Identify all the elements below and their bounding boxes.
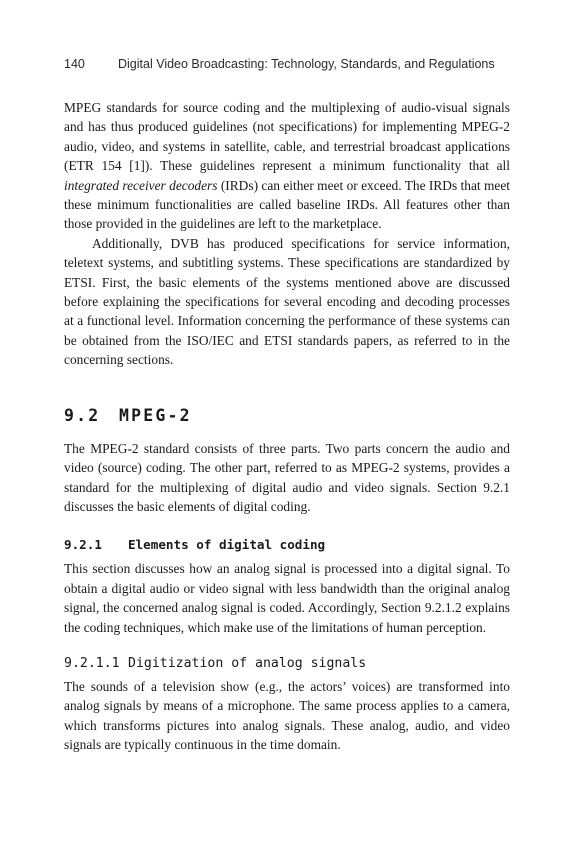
section-heading-9-2 xyxy=(64,406,510,426)
section-title: Digitization of analog signals xyxy=(128,655,367,671)
running-header xyxy=(64,57,514,71)
paragraph-digitization: The sounds of a television show (e.g., the actors’ voices) are transformed into analog signals by means of a microphone. The same process applies to a camera, which transforms pictures into analog signals. These analog, audio, and video signals are typically continuous in the time domain. xyxy=(64,678,510,753)
emphasis-term: integrated receiver decoders xyxy=(64,177,218,193)
section-title: Elements of digital coding xyxy=(128,537,326,553)
section-heading-9-2-1-1 xyxy=(64,655,510,672)
paragraph-dvb-specifications: Additionally, DVB has produced specifications for service information, teletext systems, and subtitling systems. These specifications are standardized by ETSI. First, the basic elements of the systems mentioned above are discussed before explaining the specifications for several encoding and decoding processes at a functional level. Information concerning the performance of these systems can be obtained from the ISO/IEC and ETSI standards papers, as referred to in the concerning sections. xyxy=(64,235,510,368)
page-body xyxy=(64,98,510,755)
paragraph-mpeg2-intro: The MPEG-2 standard consists of three parts. Two parts concern the audio and video (source) coding. The other part, referred to as MPEG-2 systems, provides a standard for the multiplexing of digital audio and video signals. Section 9.2.1 discusses the basic elements of digital coding. xyxy=(64,440,510,514)
section-heading-9-2-1 xyxy=(64,537,510,553)
page-number: 140 xyxy=(64,57,85,71)
paragraph-continued xyxy=(64,98,510,234)
section-title: MPEG-2 xyxy=(119,405,192,425)
section-number: 9.2.1 xyxy=(64,537,102,553)
section-number: 9.2 xyxy=(64,405,101,425)
paragraph-text: (IRDs) can either meet or exceed. The IRDs that meet these minimum functionalities are called baseline IRDs. All features other than those provided in the guidelines are left to the marketplace. xyxy=(64,177,510,232)
section-number: 9.2.1.1 xyxy=(64,655,120,671)
paragraph-digital-coding: This section discusses how an analog signal is processed into a digital signal. To obtain a digital audio or video signal with less bandwidth than the original analog signal, the concerned analog signal is coded. Accordingly, Section 9.2.1.2 explains the coding techniques, which make use of the limitations of human perception. xyxy=(64,561,510,635)
paragraph-text: MPEG standards for source coding and the multiplexing of audio-visual signals and has thus produced guidelines (not specifications) for implementing MPEG-2 audio, video, and systems in satellite, cable, and terrestrial broadcast applications (ETR 154 [1]). These guidelines represent a minimum functionality that all xyxy=(64,100,510,174)
running-title: Digital Video Broadcasting: Technology, Standards, and Regulations xyxy=(118,57,495,71)
